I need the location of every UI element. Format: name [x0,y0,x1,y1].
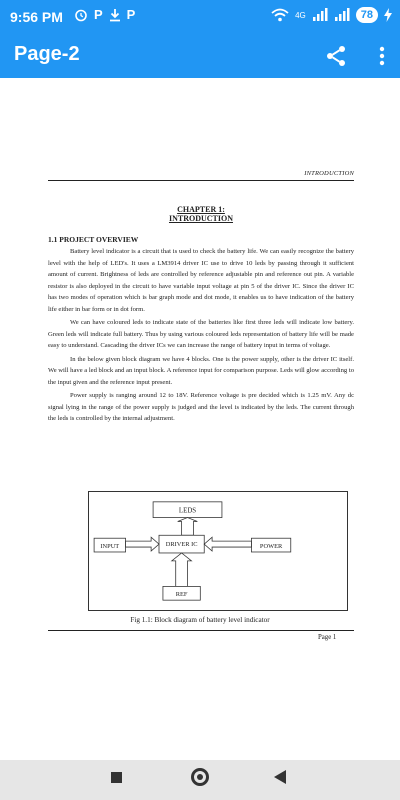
arrow-from-power [204,537,251,551]
system-nav-bar [0,760,400,800]
page-number: Page 1 [318,634,337,641]
chapter-heading [48,205,354,223]
power-label: POWER [259,543,283,551]
notification-icons [74,7,135,22]
app-bar [0,34,400,78]
signal-icon [312,8,328,22]
arrow-to-leds [178,518,198,536]
page-title: Page-2 [14,43,80,65]
chapter-number: CHAPTER 1: [177,205,225,214]
share-icon[interactable] [324,44,348,68]
pdf-page[interactable] [0,78,400,760]
chapter-title: INTRODUCTION [168,214,233,223]
arrow-from-ref [172,553,192,586]
paragraph: In the below given block diagram we have 4 blocks. One is the power supply, other is the driver IC itself. We will have a led block and an input block. A reference input for comparison purpose. Leds will glow according to the input given and the reference input present. [48,355,354,386]
leds-label: LEDS [178,507,197,515]
charging-icon [384,8,392,22]
paragraph: Battery level indicator is a circuit that is used to check the battery life. We can easily recognize the battery level with the help of LED's. It uses a LM3914 driver IC use to drive 10 leds by passing through it sufficient amount of current. Brightness of leds are controlled by reference adjustable pin and reference out pin. A variable resistor is also deployed in the circuit to have variable input voltage at pin 5 of the driver IC. Since the driver IC has two modes of operation which is bar graph mode and dot mode, it enables us to have indication of the battery life either in bar form or in dot form. [48,248,354,313]
alarm-icon [74,8,88,22]
paragraph: We can have coloured leds to indicate state of the batteries like first three leds will indicate low battery. Green leds will indicate full battery. Thus by using various coloured leds representation of battery life will be made easy to understand. Cascading the driver ICs we can increase the range of battery input in terms of voltage. [48,319,354,349]
network-type: 4G [295,10,306,20]
ref-label: REF [175,591,188,599]
battery-indicator: 78 [356,7,378,23]
document-body [48,170,354,425]
back-button[interactable] [274,770,286,784]
status-bar [0,0,400,34]
footer-rule [48,630,354,631]
system-icons [271,7,392,23]
download-icon [109,8,121,22]
driver-ic-label: DRIVER IC [165,541,198,549]
arrow-from-input [126,537,159,551]
paragraph: Power supply is ranging around 12 to 18V. Reference voltage is pre decided which is 1.25 mV. Any dc signal lying in the range of the power supply is judged and the level is indicated by the leds. The current through the leds is controlled by the internal adjustment. [48,392,354,422]
figure-caption: Fig 1.1: Block diagram of battery level indicator [130,616,270,624]
wifi-icon [271,8,289,22]
p-app-icon-2: P [126,7,136,22]
status-time: 9:56 PM [10,9,63,25]
more-options-icon[interactable] [378,44,386,68]
recent-apps-button[interactable] [111,772,122,783]
input-label: INPUT [100,543,120,551]
block-diagram [88,491,348,611]
p-app-icon: P [94,7,103,22]
section-heading: 1.1 PROJECT OVERVIEW [48,235,139,244]
running-head: INTRODUCTION [48,170,354,181]
signal-icon-2 [334,8,350,22]
home-button[interactable] [191,768,209,786]
